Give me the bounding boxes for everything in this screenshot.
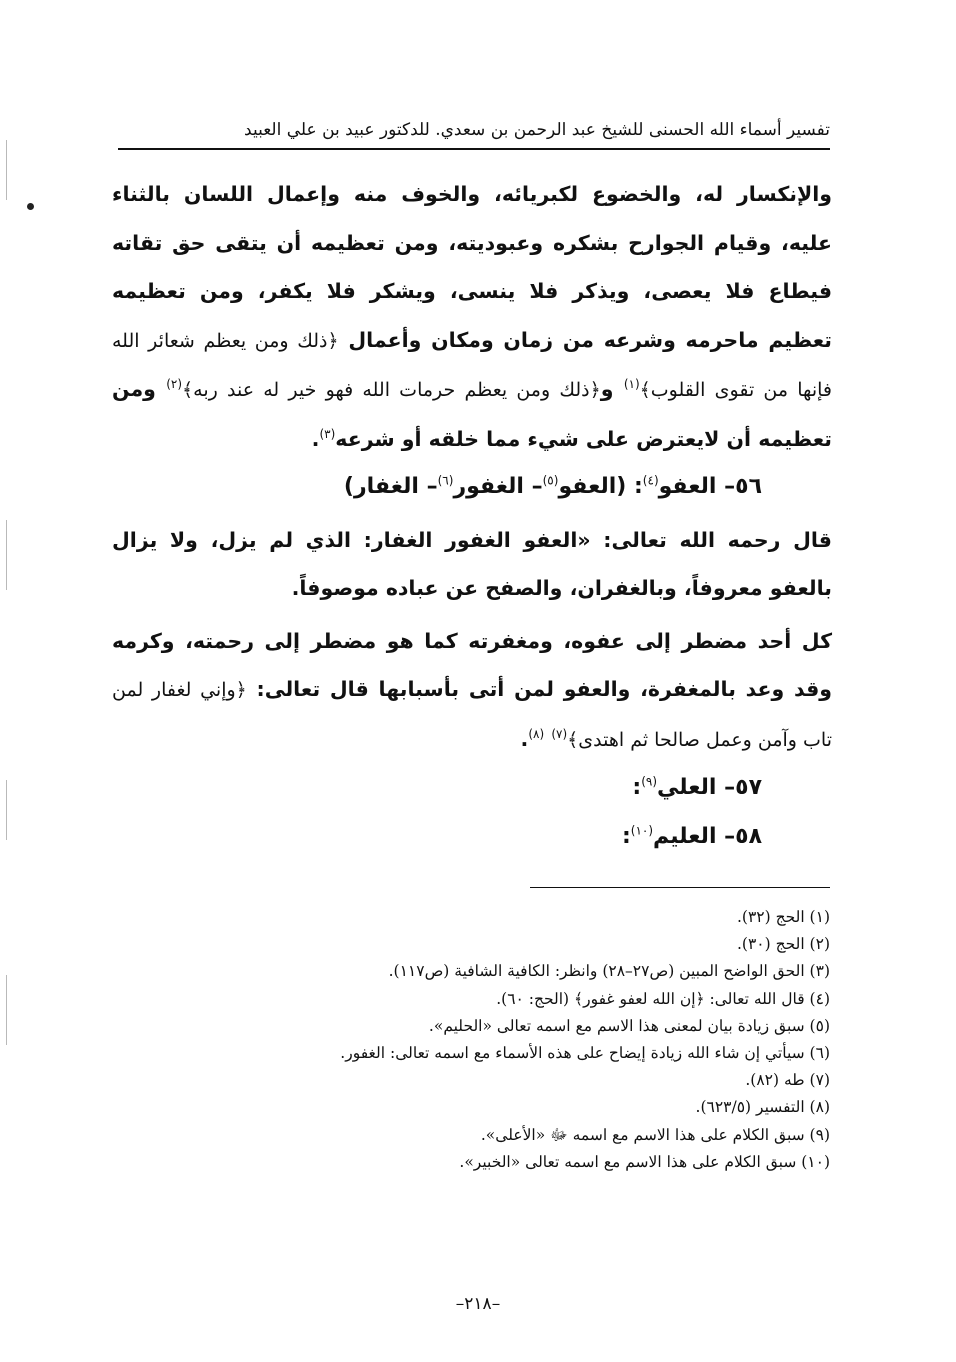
footnote-marker: (٤) <box>642 473 659 488</box>
footnotes <box>118 904 830 1176</box>
footnote-marker: (١٠) <box>630 823 654 838</box>
footnote-10: (١٠) سبق الكلام على هذا الاسم مع اسمه تعالى «الخبير». <box>459 1152 830 1171</box>
heading-56-number-title: ٥٦– العفو <box>658 474 762 499</box>
quran-quote-2: ﴿ذلك ومن يعظم حرمات الله فهو خير له عند ربه﴾ <box>182 379 601 401</box>
scan-edge-mark <box>6 140 7 200</box>
running-header: تفسير أسماء الله الحسنى للشيخ عبد الرحمن بن سعدي. للدكتور عبيد بن علي العبيد <box>244 120 830 140</box>
heading-name-58 <box>112 813 832 862</box>
scan-edge-mark <box>6 780 7 840</box>
heading-57-number-title: ٥٧– العلي <box>657 775 762 800</box>
scan-edge-mark <box>6 520 7 590</box>
paragraph-3-text: كل أحد مضطر إلى عفوه، ومغفرته كما هو مضطر إلى رحمته، وكرمه وقد وعد بالمغفرة، والعفو لمن أتى بأسبابها قال تعالى: <box>112 628 832 701</box>
heading-57-colon: : <box>632 775 642 800</box>
heading-58-colon: : <box>621 823 631 849</box>
paragraph-3 <box>112 617 832 765</box>
scan-speck <box>27 203 34 210</box>
footnote-marker: (٨) <box>528 726 545 741</box>
footnote-7: (٧) طه (٨٢). <box>745 1071 830 1090</box>
footnote-marker: (٩) <box>641 774 658 789</box>
footnote-9: (٩) سبق الكلام على هذا الاسم مع اسمه ﷻ «الأعلى». <box>480 1125 830 1144</box>
footnote-marker: (٥) <box>542 473 559 488</box>
footnote-marker: (٦) <box>437 473 454 488</box>
footnote-6: (٦) سيأتي إن شاء الله زيادة إيضاح على هذه الأسماء مع اسمه تعالى: الغفور. <box>340 1044 830 1063</box>
paragraph-1-text-b: ومن تعظيمه أن لايعترض على شيء مما خلقه أو شرعه <box>112 377 832 451</box>
footnote-2: (٢) الحج (٣٠). <box>736 935 830 954</box>
paragraph-3-end: . <box>520 726 529 751</box>
heading-56-colon: : (العفو <box>558 474 643 499</box>
scan-edge-mark <box>6 975 7 1045</box>
paragraph-1-joiner: و <box>600 377 624 401</box>
quran-quote-1: ﴿ذلك ومن يعظم شعائر الله فإنها من تقوى القلوب﴾ <box>112 329 832 401</box>
paragraph-1 <box>112 170 832 463</box>
footnote-8: (٨) التفسير (٦٢٣/٥). <box>695 1098 830 1117</box>
footnote-marker: (١) <box>623 377 640 392</box>
page-number: –٢١٨– <box>455 1294 501 1314</box>
quran-quote-3: ﴿وإني لغفار لمن تاب وآمن وعمل صالحا ثم اهتدى﴾ <box>112 679 832 751</box>
footnote-3: (٣) الحق الواضح المبين (ص٢٧–٢٨) وانظر: الكافية الشافية (ص١١٧). <box>388 962 830 981</box>
footnote-5: (٥) سبق زيادة بيان لمعنى هذا الاسم مع اسمه تعالى «الحليم». <box>428 1016 830 1035</box>
heading-name-57 <box>112 764 832 813</box>
paragraph-1-end: . <box>311 426 320 451</box>
heading-56-tail: – الغفار) <box>343 474 438 499</box>
heading-name-56 <box>112 463 832 512</box>
paragraph-2-text: قال رحمه الله تعالى: «العفو الغفور الغفار: الذي لم يزل، ولا يزال بالعفو معروفاً، وبالغفران، والصفح عن عباده موصوفاً. <box>112 527 832 600</box>
footnote-rule <box>530 887 830 888</box>
footnote-marker: (٣) <box>319 426 336 441</box>
footnote-marker: (٧) <box>551 726 568 741</box>
paragraph-1-text-a: والإنكسار له، والخضوع لكبريائه، والخوف منه وإعمال اللسان بالثناء عليه، وقيام الجوارح بشكره وعبوديته، ومن تعظيمه أن يتقى حق تقاته فيطاع فلا يعصى، ويذكر فلا ينسى، ويشكر فلا يكفر، ومن تعظيمه تعظيم ماحرمه وشرعه من زمان ومكان وأعمال <box>112 182 833 352</box>
heading-58-number-title: ٥٨– العليم <box>653 823 762 849</box>
header-rule <box>118 148 830 150</box>
paragraph-2 <box>112 516 832 613</box>
footnote-4: (٤) قال الله تعالى: ﴿إن الله لعفو غفور﴾ (الحج: ٦٠). <box>496 989 830 1008</box>
heading-56-mid: – الغفور <box>453 474 543 499</box>
body-text <box>112 170 832 861</box>
footnote-marker: (٢) <box>166 377 183 392</box>
footnote-1: (١) الحج (٣٢). <box>736 908 830 926</box>
